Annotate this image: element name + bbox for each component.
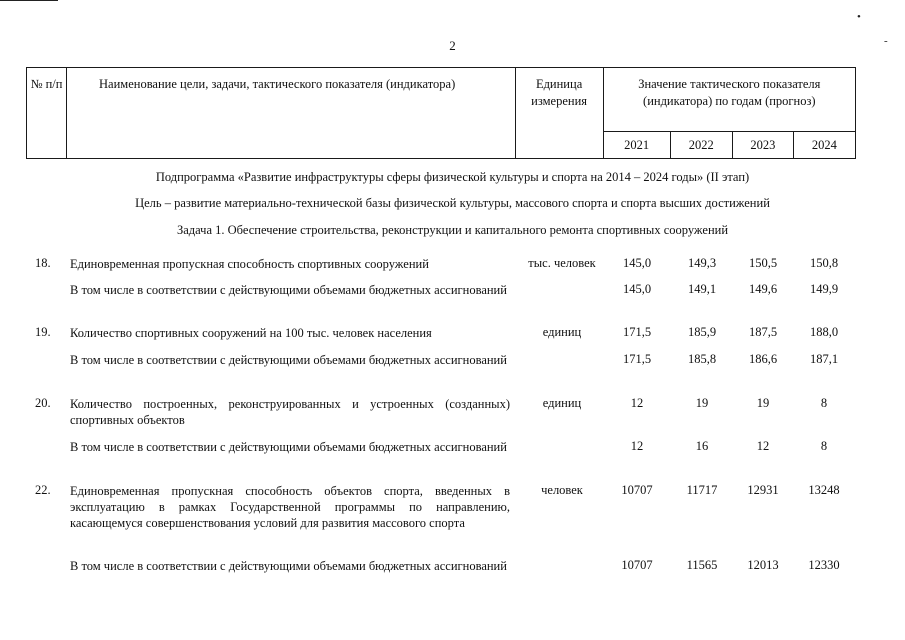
value-2024: 13248 [808,483,840,497]
value-2024: 149,9 [809,282,839,296]
value-2023: 19 [756,396,770,410]
row-unit: единиц [542,396,582,410]
value-2023: 12931 [747,483,779,497]
value-2021: 145,0 [622,256,652,270]
row-number: 20. [35,396,51,410]
value-2022: 11717 [686,483,718,497]
value-2023: 187,5 [748,325,778,339]
row-name: Количество спортивных сооружений на 100 тыс. человек населения [70,326,432,340]
row-name: Единовременная пропускная способность спортивных сооружений [70,257,429,271]
header-name-column: Наименование цели, задачи, тактического показателя (индикатора) [67,68,516,159]
value-2024: 188,0 [809,325,839,339]
top-border-line [0,0,58,1]
header-year: 2022 [670,132,732,159]
value-2022: 185,9 [687,325,717,339]
header-number-column: № п/п [27,68,67,159]
header-year: 2021 [603,132,670,159]
row-number: 19. [35,325,51,339]
header-year: 2024 [793,132,855,159]
scan-speck: - [884,35,888,47]
value-2022: 149,3 [687,256,717,270]
value-2021: 12 [630,396,644,410]
value-2022: 19 [695,396,709,410]
row-name: В том числе в соответствии с действующими объемами бюджетных ассигнований [70,559,507,573]
header-year: 2023 [732,132,793,159]
goal-title: Цель – развитие материально-технической базы физической культуры, массового спорта и спорта высших достижений [135,196,770,210]
value-2024: 187,1 [809,352,839,366]
header-values-column: Значение тактического показателя (индикатора) по годам (прогноз) [603,68,855,132]
row-number: 18. [35,256,51,270]
value-2022: 11565 [686,558,718,572]
value-2023: 150,5 [748,256,778,270]
value-2022: 149,1 [687,282,717,296]
row-name: Количество построенных, реконструированных и устроенных (созданных) спортивных объектов [70,397,510,427]
value-2021: 171,5 [622,352,652,366]
value-2023: 186,6 [748,352,778,366]
value-2021: 145,0 [622,282,652,296]
row-number: 22. [35,483,51,497]
row-name: В том числе в соответствии с действующими объемами бюджетных ассигнований [70,440,507,454]
scan-speck: • [857,11,861,23]
value-2022: 16 [695,439,709,453]
value-2021: 171,5 [622,325,652,339]
row-name: В том числе в соответствии с действующими объемами бюджетных ассигнований [70,283,507,297]
value-2021: 10707 [621,558,653,572]
value-2023: 12013 [747,558,779,572]
header-unit-column: Единица измерения [515,68,603,159]
subprogram-title: Подпрограмма «Развитие инфраструктуры сферы физической культуры и спорта на 2014 – 2024 годы» (II этап) [155,170,750,184]
value-2022: 185,8 [687,352,717,366]
row-name: В том числе в соответствии с действующими объемами бюджетных ассигнований [70,353,507,367]
value-2021: 12 [630,439,644,453]
value-2023: 149,6 [748,282,778,296]
value-2024: 12330 [808,558,840,572]
row-name: Единовременная пропускная способность объектов спорта, введенных в эксплуатацию в рамках Государственной программы по направлению, касающемуся совершенствования условий для развития массового спорта [70,484,510,530]
table-header [26,67,856,159]
value-2024: 8 [820,439,828,453]
value-2024: 150,8 [809,256,839,270]
row-unit: человек [541,483,583,497]
value-2023: 12 [756,439,770,453]
row-unit: тыс. человек [528,256,596,270]
row-unit: единиц [542,325,582,339]
value-2021: 10707 [621,483,653,497]
task-title: Задача 1. Обеспечение строительства, реконструкции и капитального ремонта спортивных сооружений [176,223,729,237]
page-number: 2 [449,38,456,53]
value-2024: 8 [820,396,828,410]
